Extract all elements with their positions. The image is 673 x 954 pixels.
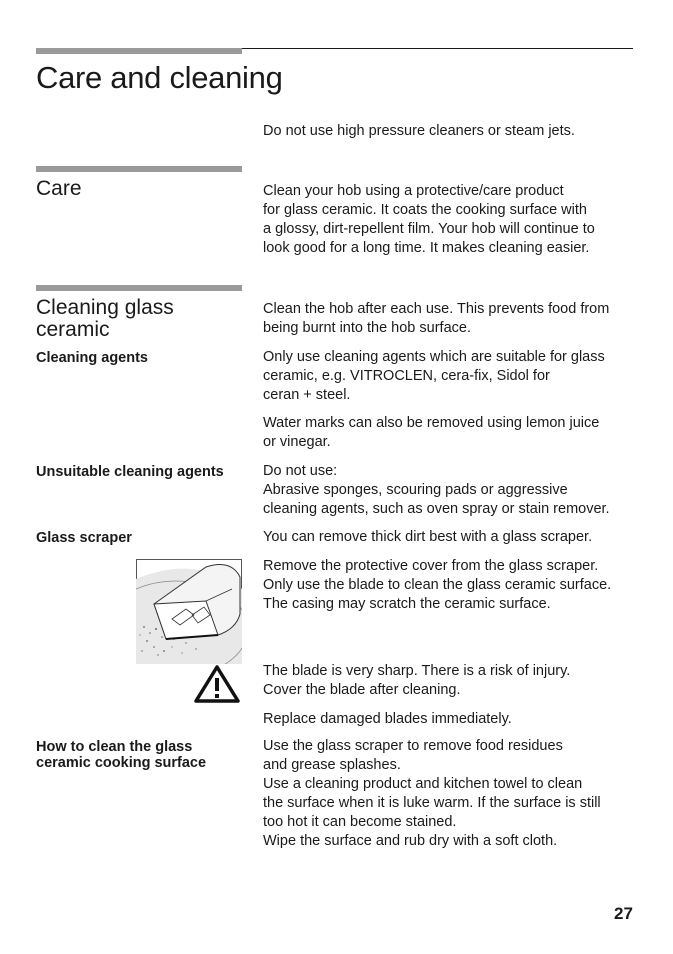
replace-blades-text: Replace damaged blades immediately. [263,711,512,727]
unsuitable-line: cleaning agents, such as oven spray or stain remover. [263,501,610,517]
care-text-line: for glass ceramic. It coats the cooking surface with [263,202,587,218]
care-text-line: a glossy, dirt-repellent film. Your hob will continue to [263,221,595,237]
cleaning-intro-line: Clean the hob after each use. This prevents food from [263,301,610,317]
howto-line: Use the glass scraper to remove food residues [263,738,563,754]
section-bar-top [36,48,242,54]
scraper-instructions [263,557,611,614]
glass-scraper-text: You can remove thick dirt best with a glass scraper. [263,529,593,545]
cleaning-intro [263,300,609,338]
cleaning-agents-label: Cleaning agents [36,350,148,366]
page-title: Care and cleaning [36,60,283,95]
top-rule [242,48,633,49]
water-marks-line: Water marks can also be removed using lemon juice [263,415,600,431]
scraper-line: Remove the protective cover from the glass scraper. [263,558,599,574]
cleaning-agents-line: Only use cleaning agents which are suitable for glass [263,349,605,365]
section-bar-care [36,166,242,172]
howto-line: Use a cleaning product and kitchen towel to clean [263,776,583,792]
care-text-line: look good for a long time. It makes cleaning easier. [263,240,590,256]
intro-text: Do not use high pressure cleaners or steam jets. [263,123,575,139]
howto-line: and grease splashes. [263,757,401,773]
unsuitable-line: Do not use: [263,463,338,479]
howto-label-line1: How to clean the glass [36,739,193,755]
cleaning-agents-line: ceramic, e.g. VITROCLEN, cera-fix, Sidol for [263,368,550,384]
warning-triangle-icon [193,664,241,704]
care-text-line: Clean your hob using a protective/care product [263,183,564,199]
care-text [263,182,595,258]
glass-scraper-illustration [136,559,242,664]
page-number: 27 [614,904,633,923]
cleaning-agents-line: ceran + steel. [263,387,351,403]
glass-scraper-label: Glass scraper [36,530,132,546]
howto-text [263,737,601,851]
cleaning-heading-line1: Cleaning glass [36,296,174,319]
howto-line: too hot it can become stained. [263,814,457,830]
howto-line: Wipe the surface and rub dry with a soft cloth. [263,833,558,849]
scraper-line: The casing may scratch the ceramic surface. [263,596,551,612]
unsuitable-agents-text [263,462,610,519]
unsuitable-agents-label: Unsuitable cleaning agents [36,464,224,480]
water-marks-text [263,414,599,452]
cleaning-heading [36,297,174,341]
cleaning-intro-line: being burnt into the hob surface. [263,320,471,336]
howto-label [36,739,206,771]
water-marks-line: or vinegar. [263,434,331,450]
warning-text [263,662,570,700]
howto-line: the surface when it is luke warm. If the surface is still [263,795,601,811]
howto-label-line2: ceramic cooking surface [36,755,207,771]
warning-line: Cover the blade after cleaning. [263,682,461,698]
section-bar-cleaning [36,285,242,291]
warning-line: The blade is very sharp. There is a risk of injury. [263,663,571,679]
scraper-line: Only use the blade to clean the glass ceramic surface. [263,577,612,593]
care-heading: Care [36,177,82,200]
unsuitable-line: Abrasive sponges, scouring pads or aggressive [263,482,568,498]
cleaning-agents-text [263,348,605,405]
cleaning-heading-line2: ceramic [36,318,110,341]
